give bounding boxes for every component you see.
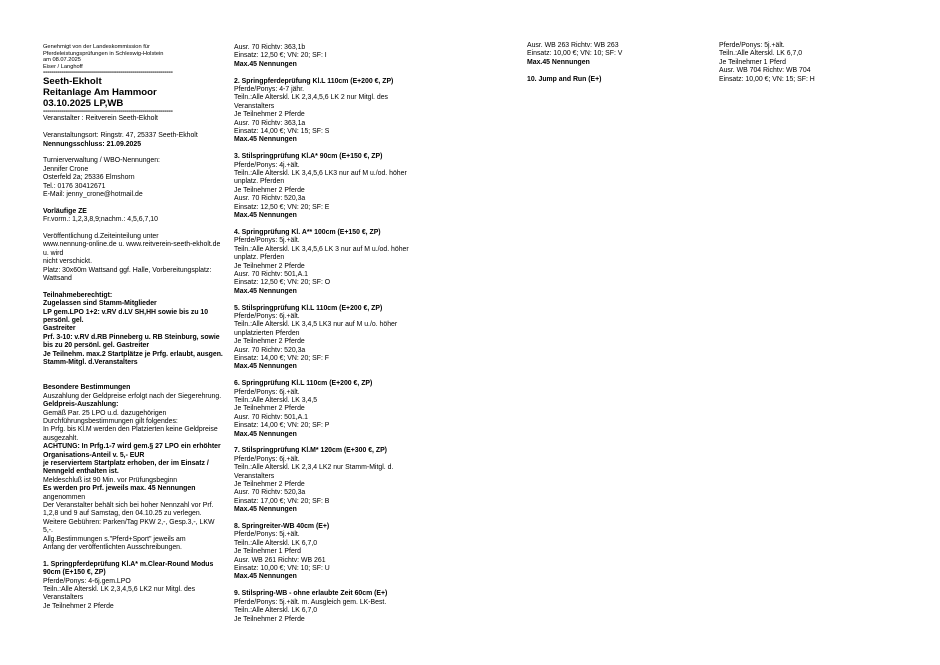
column-4 [719,42,909,84]
text-line: Einsatz: 10,00 €; VN: 10; SF: V [527,50,623,58]
text-line: Je Teilnehmer 2 Pferde [234,615,305,623]
text-line: Teiln.:Alle Alterskl. LK 6,7,0 [234,607,318,615]
column-3 [527,42,707,84]
text-line: Max.45 Nennungen [234,363,297,371]
text-line: Pferde/Ponys: 4j.+ält. [234,161,300,169]
spacer [234,582,424,590]
text-line: Teiln.:Alle Alterskl. LK 6,7,0 [719,50,803,58]
spacer [43,283,223,291]
text-line: Anfang der veröffentlichten Ausschreibungen. [43,544,182,551]
text-line: Vorläufige ZE [43,207,87,215]
text-line: Wattsand [43,275,72,283]
text-line: Pferde/Ponys: 6j.+ält. [234,388,300,396]
column-1 [43,44,223,611]
text-line: Der Veranstalter behält sich bei hoher Nennzahl vor Prf. [43,501,214,509]
text-line: Durchführungsbestimmungen gilt folgendes: [43,417,178,425]
text-line: Je Teilnehm. max.2 Startplätze je Prfg. erlaubt, ausgen. [43,350,223,358]
text-line: Teiln.:Alle Alterskl. LK 6,7,0 [234,539,318,547]
text-line: Osterfeld 2a; 25336 Elmshorn [43,174,135,182]
text-line: Teiln.:Alle Alterskl. LK 2,3,4 LK2 nur Stamm-Mitgl. d. [234,464,394,472]
text-line: Prf. 3-10: v.RV d.RB Pinneberg u. RB Steinburg, sowie [43,333,220,341]
text-line: Ausr. 70 Richtv: 363,1b [234,44,306,51]
text-line: Ausr. WB 263 Richtv: WB 263 [527,42,619,49]
text-line: Max.45 Nennungen [527,58,590,66]
text-line: Max.45 Nennungen [234,212,297,220]
text-line: Je Teilnehmer 2 Pferde [234,111,305,119]
text-line: Veranstalters [234,472,275,480]
text-line: 1,2,8 und 9 auf Samstag, den 04.10.25 zu verlegen. [43,510,202,518]
text-line: Pferde/Ponys: 5j.+ält. [719,42,785,49]
text-line: Veröffentlichung d.Zeiteinteilung unter [43,233,159,240]
text-line: unplatz. Pferden [234,254,285,262]
text-line: Max.45 Nennungen [234,573,297,581]
text-line: ausgezahlt. [43,434,79,442]
text-line: Es werden pro Prf. jeweils max. 45 Nennungen [43,485,196,493]
text-line: Einsatz: 17,00 €; VN: 20; SF: B [234,497,330,505]
spacer [234,372,424,380]
spacer [43,149,223,157]
text-line: Gastreiter [43,325,76,333]
spacer [234,69,424,77]
text-line: Ausr. 70 Richtv: 520,3a [234,346,306,354]
text-line: Pferde/Ponys: 6j.+ält. [234,455,300,463]
text-line: Je Teilnehmer 2 Pferde [234,405,305,413]
text-line: 5,-. [43,527,53,535]
text-line: Ausr. 70 Richtv: 363,1a [234,119,306,127]
text-line: Meldeschluß ist 90 Min. vor Prüfungsbeginn [43,476,178,484]
spacer [43,367,223,384]
text-line: Max.45 Nennungen [234,136,297,144]
text-line: Teiln.:Alle Alterskl. LK 2,3,4,5,6 LK2 nur Mitgl. des [43,586,196,594]
text-line: Auszahlung der Geldpreise erfolgt nach der Siegerehrung. [43,392,222,400]
text-line: bis zu 20 persönl. gel. Gastreiter [43,342,150,350]
text-line: Einsatz: 14,00 €; VN: 20; SF: P [234,422,330,430]
text-line: E-Mail: jenny_crone@hotmail.de [43,191,143,198]
text-line: Einsatz: 10,00 €; VN: 15; SF: H [719,75,815,83]
text-line: Einsatz: 12,50 €; VN: 20; SF: E [234,203,330,211]
text-line: 1. Springpferdeprüfung Kl.A* m.Clear-Round Modus [43,560,214,568]
text-line: Pferde/Ponys: 5j.+ält. [234,237,300,245]
text-line: Je Teilnehmer 1 Pferd [234,548,301,556]
text-line: 3. Stilspringprüfung Kl.A* 90cm (E+150 €, ZP) [234,153,383,161]
text-line: Je Teilnehmer 2 Pferde [234,262,305,270]
event-title-line: 03.10.2025 LP,WB [43,98,124,110]
event-title-line: Reitanlage Am Hammoor [43,87,157,99]
spacer [234,515,424,523]
text-line: LP gem.LPO 1+2: v.RV d.LV SH,HH sowie bis zu 10 [43,308,209,316]
text-line: Max.45 Nennungen [234,430,297,438]
text-line: Pferde/Ponys: 5j.+ält. m. Ausgleich gem. LK-Best. [234,598,387,606]
text-line: Je Teilnehmer 2 Pferde [234,186,305,194]
text-line: Je Teilnehmer 1 Pferd [719,58,786,66]
event-title-line: Seeth-Ekholt [43,76,102,88]
text-line: www.nennung-online.de u. www.reitverein-seeth-ekholt.de [43,241,221,249]
text-line: 6. Springprüfung Kl.L 110cm (E+200 €, ZP) [234,380,373,388]
text-line: unplatzierten Pferden [234,329,300,337]
spacer [234,145,424,153]
text-line: Veranstalters [43,594,84,602]
text-line: u. wird [43,249,64,257]
text-line: Ausr. WB 704 Richtv: WB 704 [719,67,811,75]
text-line: Jennifer Crone [43,165,89,173]
text-line: 5. Stilspringprüfung Kl.L 110cm (E+200 €, ZP) [234,304,383,312]
text-line: Eiser / Langhoff [43,63,83,70]
text-line: Teiln.:Alle Alterskl. LK 3,4,5,6 LK3 nur auf M u./od. höher [234,170,407,178]
text-line: Nenngeld enthalten ist. [43,468,119,476]
text-line: Pferde/Ponys: 6j.+ält. [234,312,300,320]
text-line: unplatz. Pferden [234,178,285,186]
text-line: Allg.Bestimmungen s."Pferd+Sport" jeweils am [43,535,186,543]
text-line: angenommen [43,493,86,501]
text-line: nicht verschickt. [43,258,93,266]
text-line: Teiln.:Alle Alterskl. LK 3,4,5 [234,396,318,404]
text-line: 9. Stilspring-WB - ohne erlaubte Zeit 60cm (E+) [234,590,388,598]
text-line: Ausr. 70 Richtv: 520,3a [234,489,306,497]
text-line: Stamm-Mitgl. d.Veranstalters [43,359,138,367]
text-line: Gemäß Par. 25 LPO u.d. dazugehörigen [43,409,167,417]
text-line: 90cm (E+150 €, ZP) [43,569,106,577]
text-line: In Prfg. bis Kl.M werden den Platzierten keine Geldpreise [43,426,218,434]
spacer [43,225,223,233]
text-line: 4. Springprüfung Kl. A** 100cm (E+150 €, ZP) [234,228,381,236]
text-line: Einsatz: 10,00 €; VN: 10; SF: U [234,565,330,573]
separator-line: ----------------------------------------------------------------- [43,109,173,116]
text-line: Turnierverwaltung / WBO-Nennungen: [43,157,160,165]
text-line: Max.45 Nennungen [234,60,297,68]
text-line: Genehmigt von der Landeskommission für [43,44,150,50]
text-line: Max.45 Nennungen [234,506,297,514]
text-line: Je Teilnehmer 2 Pferde [234,481,305,489]
text-line: Platz: 30x60m Wattsand ggf. Halle, Vorbereitungsplatz: [43,266,212,274]
text-line: Einsatz: 14,00 €; VN: 20; SF: F [234,354,329,362]
text-line: persönl. gel. [43,317,84,325]
text-line: Weitere Gebühren: Parken/Tag PKW 2,-, Gesp.3,-, LKW [43,518,215,526]
text-line: Teiln.:Alle Alterskl. LK 3,4,5,6 LK 3 nur auf M u./od. höher [234,245,409,253]
text-line: Pferde/Ponys: 4-6j.gem.LPO [43,577,131,585]
text-line: Ausr. 70 Richtv: 501,A.1 [234,270,308,278]
text-line: Veranstalter : Reitverein Seeth-Ekholt [43,115,158,123]
text-line: Organisations-Anteil v. 5,- EUR [43,451,145,459]
text-line: Je Teilnehmer 2 Pferde [43,602,114,610]
text-line: Pferdeleistungsprüfungen in Schleswig-Holstein [43,50,164,57]
text-line: Pferde/Ponys: 4-7 jähr. [234,86,305,94]
text-line: Je Teilnehmer 2 Pferde [234,338,305,346]
text-line: 8. Springreiter-WB 40cm (E+) [234,523,330,531]
text-line: Ausr. WB 261 Richtv: WB 261 [234,556,326,564]
text-line: Nennungsschluss: 21.09.2025 [43,140,142,148]
text-line: am 08.07.2025 [43,57,81,64]
text-line: Besondere Bestimmungen [43,384,131,392]
spacer [234,296,424,304]
text-line: je reserviertem Startplatz erhoben, der im Einsatz / [43,459,209,467]
text-line: Max.45 Nennungen [234,287,297,295]
spacer [527,67,707,75]
spacer [43,124,223,132]
text-line: Pferde/Ponys: 5j.+ält. [234,531,300,539]
text-line: 10. Jump and Run (E+) [527,75,602,83]
text-line: Einsatz: 14,00 €; VN: 15; SF: S [234,128,330,136]
column-2 [234,44,424,624]
spacer [234,439,424,447]
separator-line: ----------------------------------------------------------------- [43,70,173,77]
text-line: Teilnahmeberechtigt: [43,291,113,299]
spacer [43,199,223,207]
text-line: Veranstalters [234,102,275,110]
text-line: Einsatz: 12,50 €; VN: 20; SF: I [234,52,327,60]
text-line: Zugelassen sind Stamm-Mitglieder [43,300,157,308]
text-line: 7. Stilspringprüfung Kl.M* 120cm (E+300 €, ZP) [234,447,387,455]
text-line: Fr.vorm.: 1,2,3,8,9;nachm.: 4,5,6,7,10 [43,216,158,224]
spacer [43,552,223,560]
text-line: Teiln.:Alle Alterskl. LK 2,3,4,5,6 LK 2 nur Mitgl. des [234,94,388,102]
text-line: ACHTUNG: In Prfg.1-7 wird gem.§ 27 LPO ein erhöhter [43,443,221,451]
text-line: Einsatz: 12,50 €; VN: 20; SF: O [234,279,331,287]
text-line: Veranstaltungsort: Ringstr. 47, 25337 Seeth-Ekholt [43,132,198,140]
text-line: Geldpreis-Auszahlung: [43,401,119,409]
text-line: Teiln.:Alle Alterskl. LK 3,4,5 LK3 nur auf M u./o. höher [234,321,398,329]
text-line: Ausr. 70 Richtv: 520,3a [234,195,306,203]
text-line: Ausr. 70 Richtv: 501,A.1 [234,413,308,421]
text-line: 2. Springpferdeprüfung Kl.L 110cm (E+200 €, ZP) [234,77,394,85]
spacer [234,221,424,229]
text-line: Tel.: 0176 30412671 [43,182,106,190]
